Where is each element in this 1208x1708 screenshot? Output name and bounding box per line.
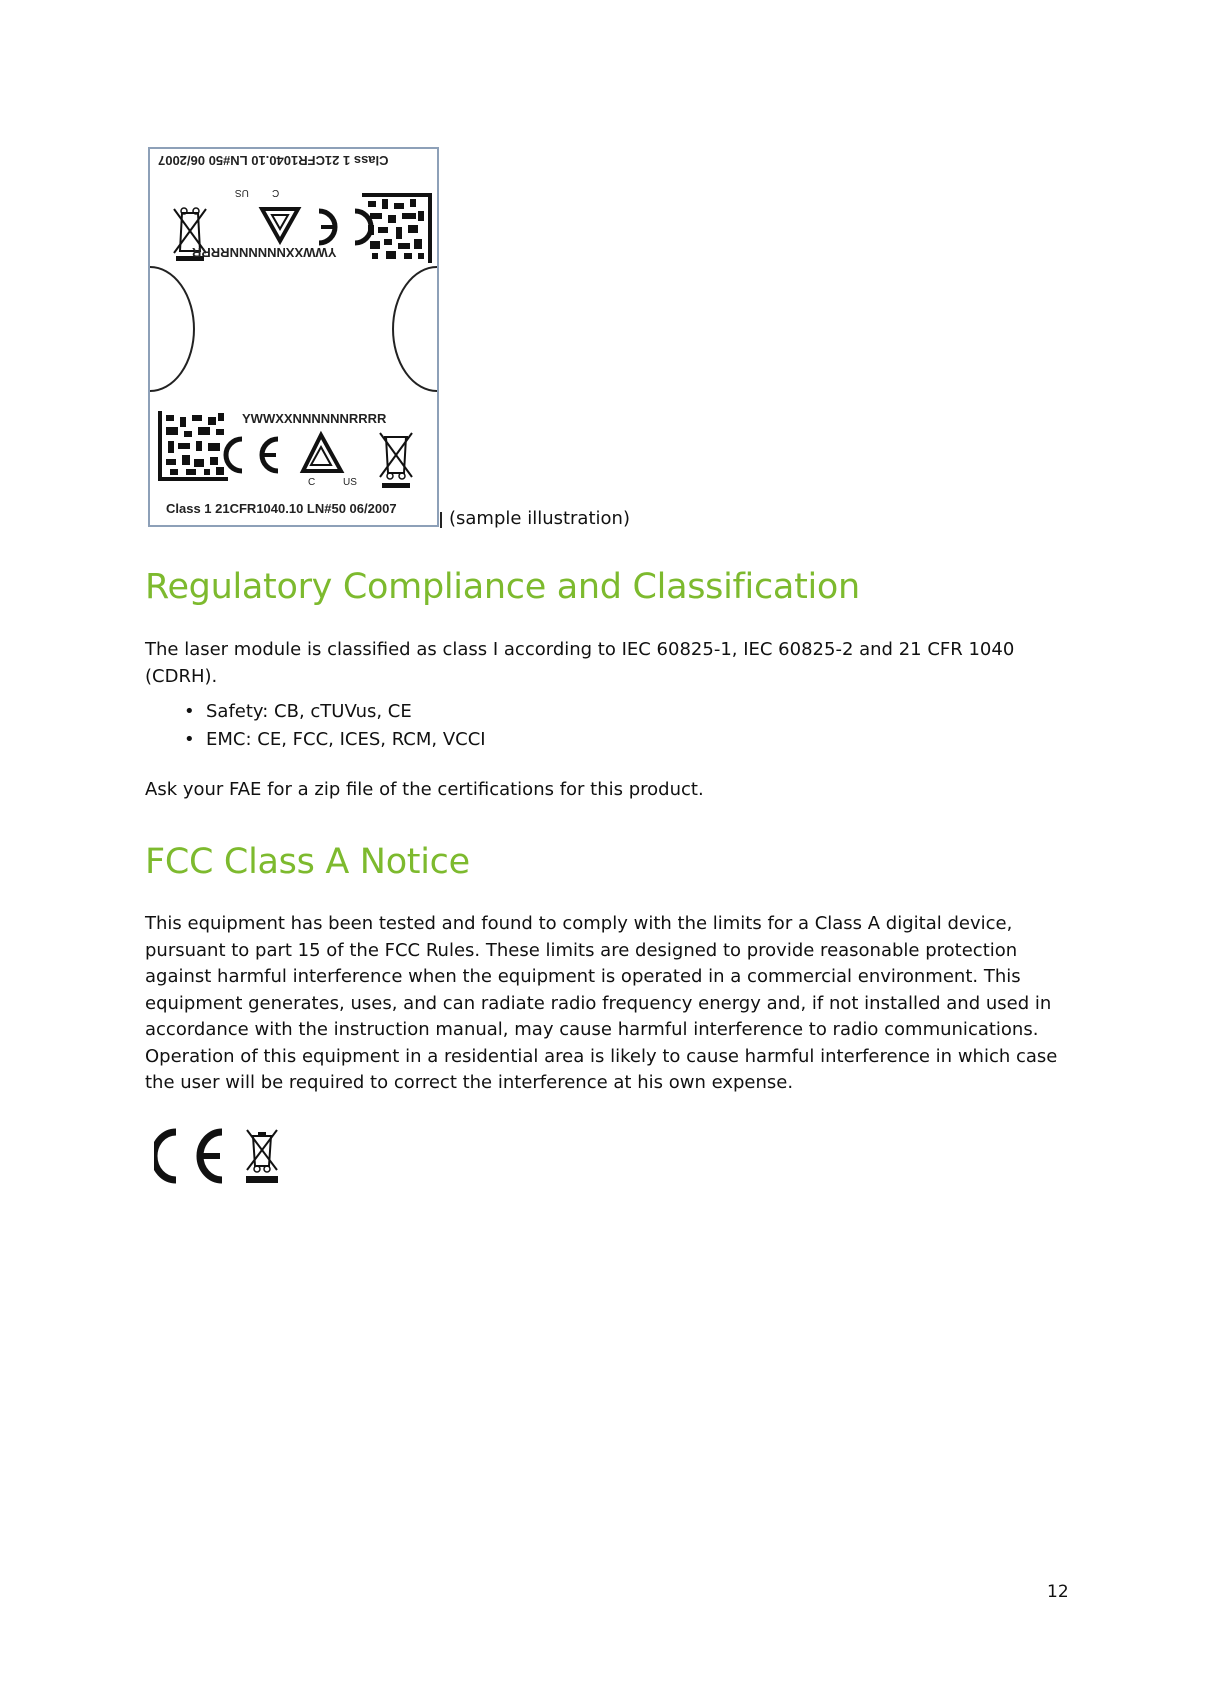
label-class-line-bottom: Class 1 21CFR1040.10 LN#50 06/2007: [166, 501, 397, 516]
ctuvus-triangle-mark-top: [262, 209, 298, 241]
label-c-mark-top: C: [272, 187, 280, 198]
ce-mark-bottom: [226, 439, 278, 471]
list-item: • EMC: CE, FCC, ICES, RCM, VCCI: [180, 726, 486, 754]
certification-list: [180, 698, 486, 754]
page-number: 12: [1047, 1582, 1069, 1602]
left-notch: [150, 267, 194, 391]
weee-crossed-bin-icon: [246, 1130, 278, 1183]
figure-caption: (sample illustration): [449, 508, 630, 529]
fae-note: Ask your FAE for a zip file of the certifications for this product.: [145, 779, 704, 800]
regulatory-heading: Regulatory Compliance and Classification: [145, 567, 860, 607]
caption-marker: [440, 512, 442, 528]
label-graphics: [150, 149, 437, 525]
product-label-illustration: [148, 147, 439, 527]
compliance-marks: [154, 1126, 294, 1186]
label-code-line-bottom: YWWXXNNNNNNRRRR: [242, 411, 387, 426]
fcc-notice-body: This equipment has been tested and found to comply with the limits for a Class A digital device, pursuant to part 15 of the FCC Rules. These limits are designed to provide reasonable protection against harmful interference when the equipment is operated in a commercial environment. This equipment generates, uses, and can radiate radio frequency energy and, if not installed and used in accordance with the instruction manual, may cause harmful interference to radio communications. Operation of this equipment in a residential area is likely to cause harmful interference in which case the user will be required to correct the interference at his own expense.: [145, 913, 1058, 1093]
ce-mark-icon: [154, 1132, 222, 1180]
regulatory-intro: The laser module is classified as class I according to IEC 60825-1, IEC 60825-2 and 21 CFR 1040 (CDRH).: [145, 639, 1015, 687]
label-class-line-top: Class 1 21CFR1040.10 LN#50 06/2007: [158, 153, 389, 168]
weee-crossed-bin-bottom: [380, 433, 412, 488]
fcc-heading: FCC Class A Notice: [145, 842, 470, 882]
label-c-mark-bottom: C: [308, 477, 316, 488]
list-item: • Safety: CB, cTUVus, CE: [180, 698, 486, 726]
label-us-mark-bottom: US: [343, 477, 357, 488]
ctuvus-triangle-mark-bottom: [303, 435, 341, 471]
label-us-mark-top: US: [235, 187, 249, 198]
right-notch: [393, 267, 437, 391]
datamatrix-code-bottom: [158, 411, 228, 481]
label-code-line-top: YWWXXNNNNNNRRRR: [192, 245, 337, 260]
